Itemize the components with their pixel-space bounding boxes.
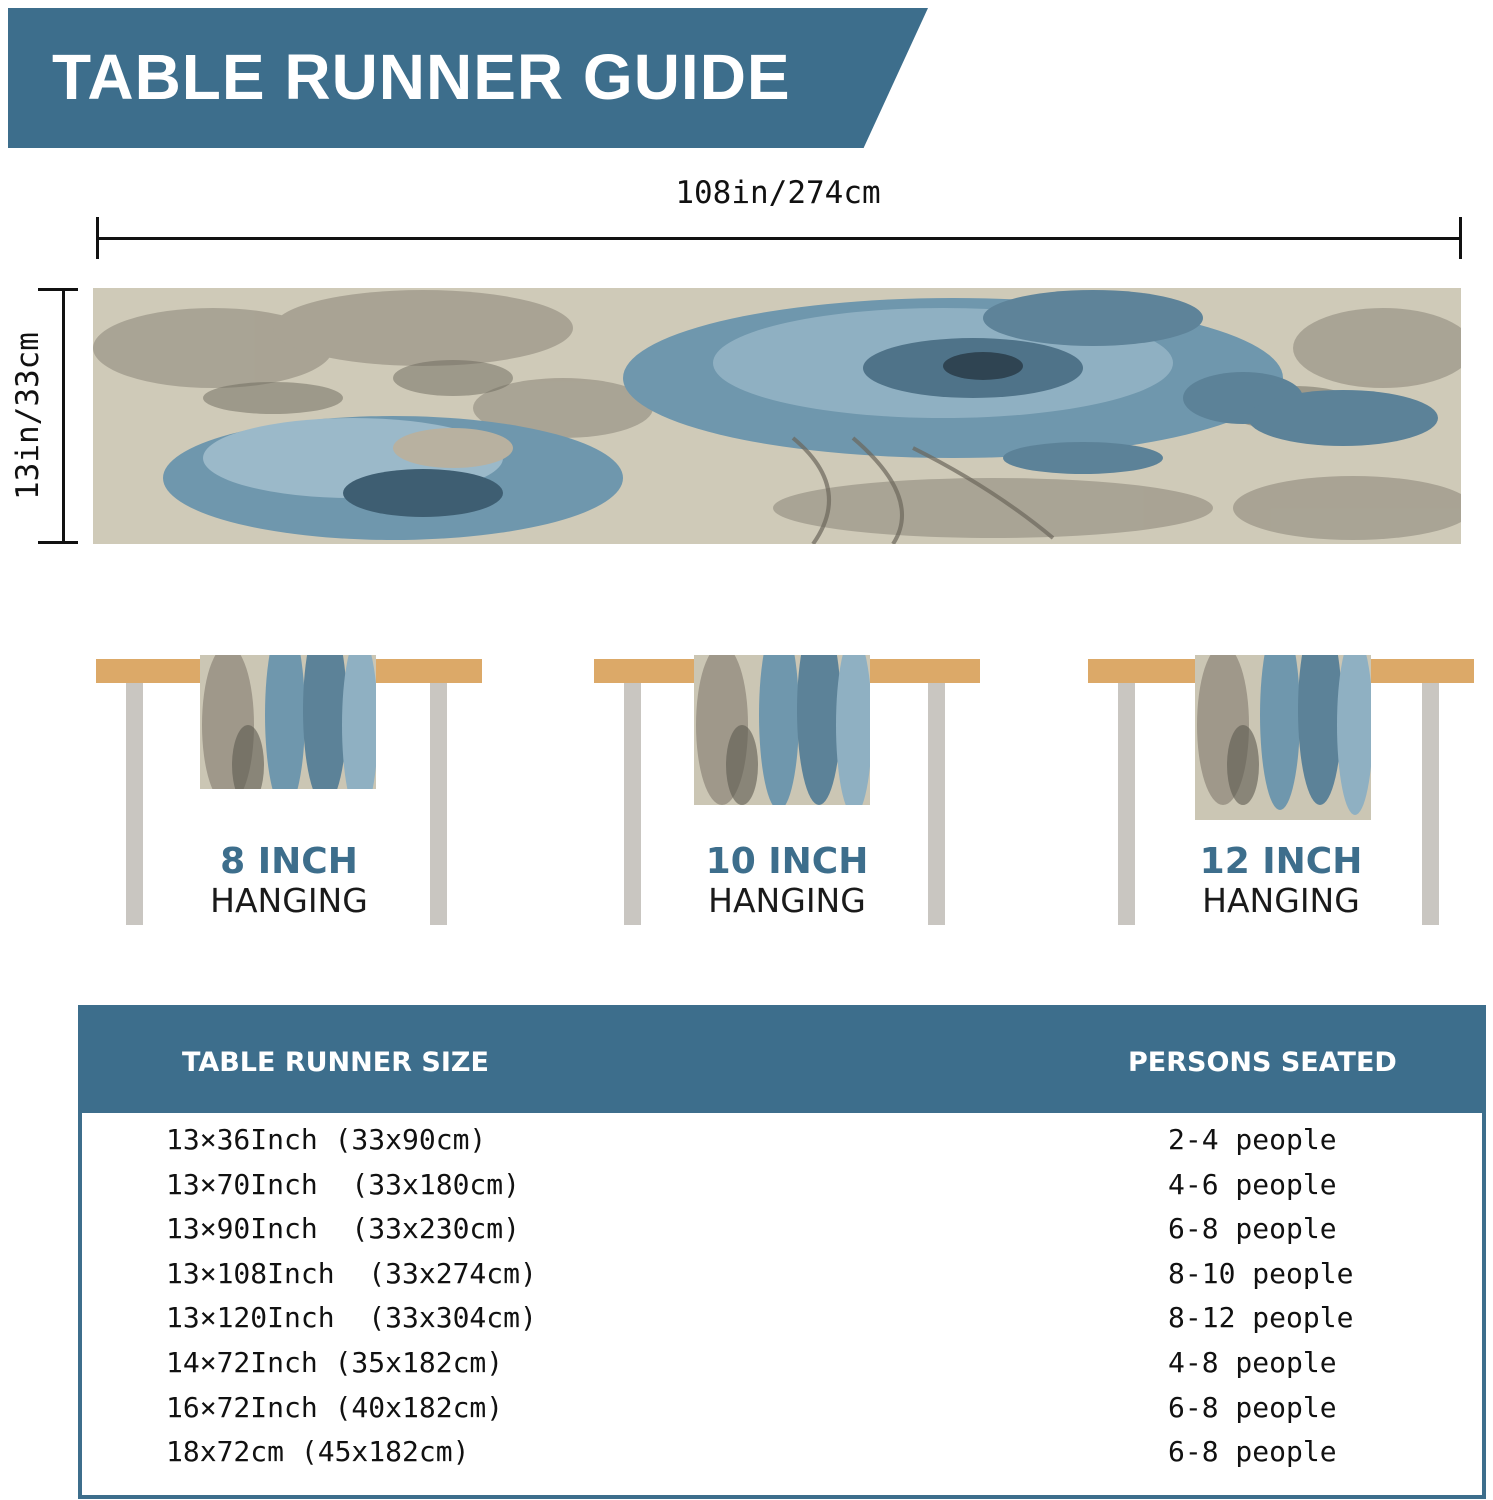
width-dimension-tick-right bbox=[1459, 217, 1462, 259]
persons-seated-cell: 8-10 people bbox=[1168, 1256, 1354, 1290]
hanging-word: HANGING bbox=[210, 881, 368, 920]
width-dimension-tick-left bbox=[96, 217, 99, 259]
runner-size-cell: 13×120Inch (33x304cm) bbox=[166, 1301, 537, 1335]
runner-size-cell: 18x72cm (45x182cm) bbox=[166, 1435, 470, 1469]
table-8-inch-hanging bbox=[96, 655, 482, 925]
persons-seated-cell: 6-8 people bbox=[1168, 1435, 1337, 1469]
hanging-length: 12 INCH bbox=[1199, 841, 1363, 882]
runner-drop-8-inch bbox=[200, 655, 376, 789]
size-table-rows bbox=[82, 1123, 1482, 1480]
page-title: TABLE RUNNER GUIDE bbox=[52, 41, 791, 113]
width-dimension-label: 108in/274cm bbox=[675, 175, 881, 211]
persons-seated-cell: 6-8 people bbox=[1168, 1212, 1337, 1246]
table-12-inch-hanging bbox=[1088, 655, 1474, 925]
persons-seated-cell: 4-8 people bbox=[1168, 1345, 1337, 1379]
runner-drop-12-inch bbox=[1195, 655, 1371, 820]
hanging-length: 10 INCH bbox=[705, 841, 869, 882]
table-10-inch-hanging bbox=[594, 655, 980, 925]
size-table-header bbox=[82, 1009, 1482, 1113]
column-header-size: TABLE RUNNER SIZE bbox=[182, 1047, 489, 1078]
height-dimension-tick-bottom bbox=[38, 541, 78, 544]
table-row bbox=[82, 1435, 1482, 1480]
table-row bbox=[82, 1346, 1482, 1391]
table-row bbox=[82, 1257, 1482, 1302]
table-row bbox=[82, 1301, 1482, 1346]
height-dimension-tick-top bbox=[38, 288, 78, 291]
table-row bbox=[82, 1212, 1482, 1257]
table-runner-image bbox=[93, 288, 1461, 544]
runner-size-cell: 13×36Inch (33x90cm) bbox=[166, 1123, 487, 1156]
hanging-length: 8 INCH bbox=[220, 841, 358, 882]
persons-seated-cell: 4-6 people bbox=[1168, 1167, 1337, 1201]
table-row bbox=[82, 1391, 1482, 1436]
runner-size-cell: 16×72Inch (40x182cm) bbox=[166, 1390, 504, 1424]
height-dimension-label: 13in/33cm bbox=[10, 332, 46, 500]
runner-size-cell: 14×72Inch (35x182cm) bbox=[166, 1345, 504, 1379]
runner-size-cell: 13×108Inch (33x274cm) bbox=[166, 1256, 537, 1290]
height-dimension-line bbox=[62, 289, 65, 543]
persons-seated-cell: 6-8 people bbox=[1168, 1390, 1337, 1424]
hanging-word: HANGING bbox=[1202, 881, 1360, 920]
table-row bbox=[82, 1168, 1482, 1213]
runner-size-cell: 13×70Inch (33x180cm) bbox=[166, 1167, 521, 1201]
persons-seated-cell: 2-4 people bbox=[1168, 1123, 1337, 1156]
table-row bbox=[82, 1123, 1482, 1168]
width-dimension-line bbox=[96, 237, 1462, 240]
column-header-persons: PERSONS SEATED bbox=[1128, 1047, 1397, 1078]
runner-size-cell: 13×90Inch (33x230cm) bbox=[166, 1212, 521, 1246]
size-table bbox=[78, 1005, 1486, 1499]
persons-seated-cell: 8-12 people bbox=[1168, 1301, 1354, 1335]
runner-drop-10-inch bbox=[694, 655, 870, 805]
hanging-word: HANGING bbox=[708, 881, 866, 920]
